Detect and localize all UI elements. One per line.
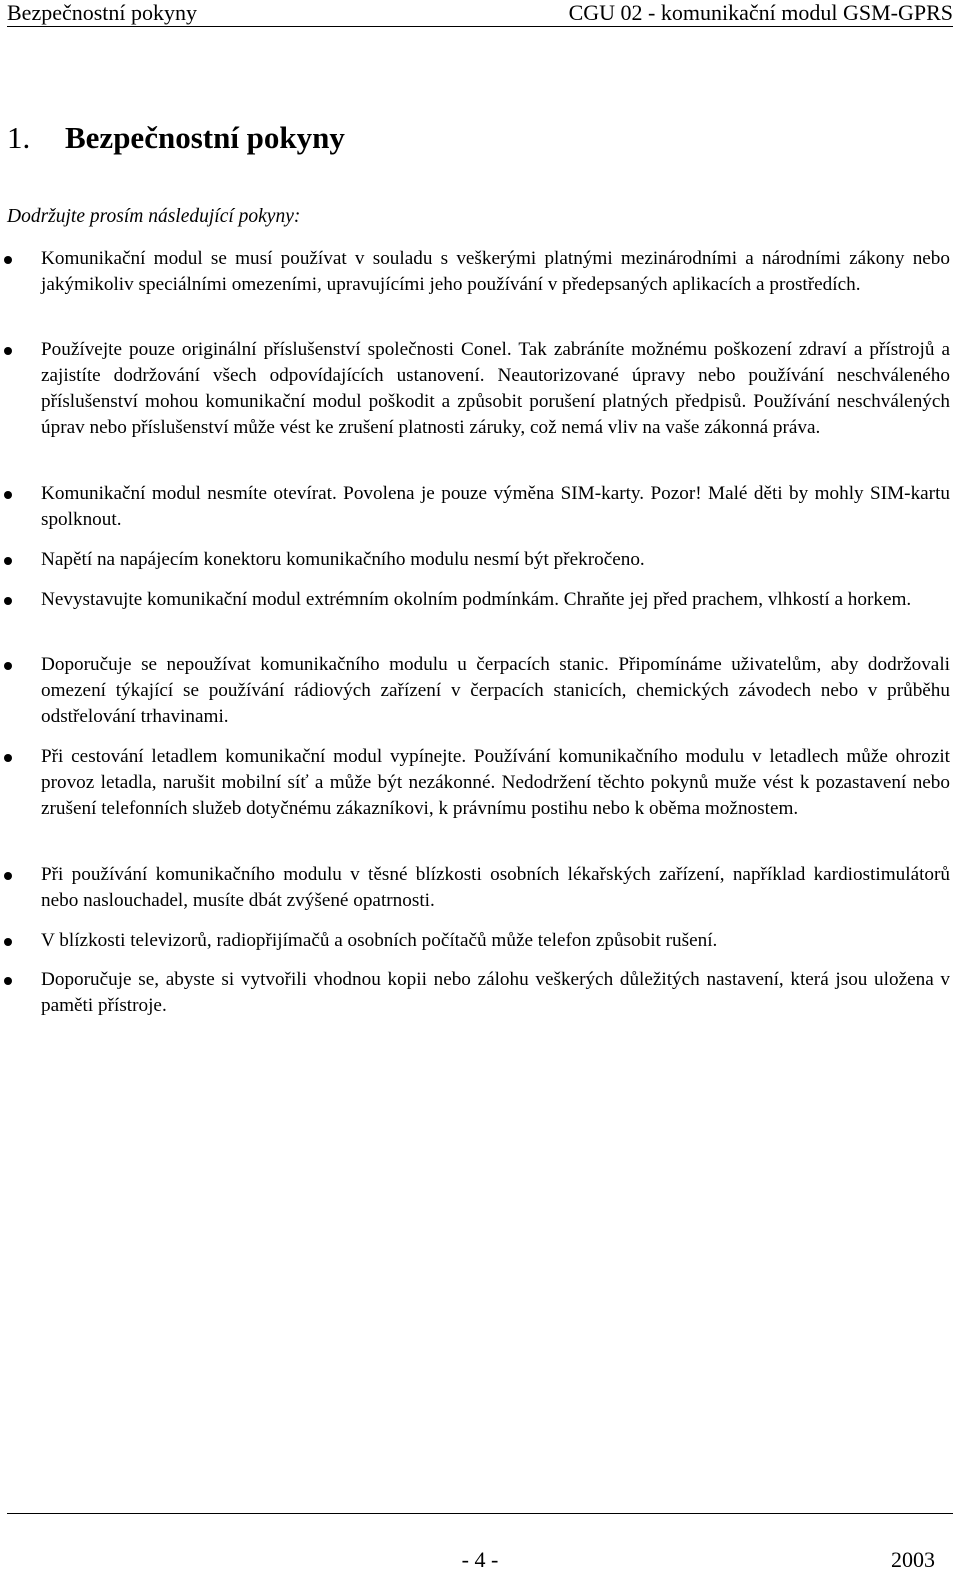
list-item-text: Komunikační modul nesmíte otevírat. Povolena je pouze výměna SIM-karty. Pozor! Malé děti by mohly SIM-kartu spolknout.: [41, 483, 950, 531]
page-number: - 4 -: [461, 1547, 499, 1572]
intro-text: Dodržujte prosím následující pokyny:: [7, 206, 301, 227]
list-item: [41, 481, 950, 533]
header-document-title: CGU 02 - komunikační modul GSM-GPRS: [568, 0, 953, 25]
list-item: [41, 337, 950, 441]
bullet-icon: [4, 977, 12, 985]
section-number: 1.: [7, 120, 31, 155]
bullet-icon: [4, 256, 12, 264]
page-footer: [7, 1513, 953, 1580]
section-title-text: Bezpečnostní pokyny: [65, 120, 345, 155]
bullet-icon: [4, 597, 12, 605]
list-item: [41, 967, 950, 1019]
list-item: [41, 744, 950, 822]
list-item-text: Při používání komunikačního modulu v těsné blízkosti osobních lékařských zařízení, například kardiostimulátorů nebo naslouchadel, musíte dbát zvýšené opatrnosti.: [41, 864, 950, 912]
list-item: [41, 652, 950, 730]
bullet-icon: [4, 872, 12, 880]
list-item-text: Doporučuje se, abyste si vytvořili vhodnou kopii nebo zálohu veškerých důležitých nastavení, která jsou uložena v paměti přístroje.: [41, 969, 950, 1017]
header-document-section: Bezpečnostní pokyny: [7, 0, 198, 25]
list-item: [41, 547, 950, 573]
list-item-text: Komunikační modul se musí používat v souladu s veškerými platnými mezinárodními a národními zákony nebo jakýmikoliv speciálními omezeními, upravujícími jeho používání v předepsaných aplikacích a prostředích.: [41, 248, 950, 296]
list-item: [41, 246, 950, 298]
footer-year: 2003: [891, 1547, 935, 1572]
list-item: [41, 928, 950, 954]
bullet-icon: [4, 347, 12, 355]
list-item: [41, 862, 950, 914]
bullet-icon: [4, 557, 12, 565]
list-item-text: V blízkosti televizorů, radiopřijímačů a osobních počítačů může telefon způsobit rušení.: [41, 930, 718, 951]
bullet-icon: [4, 938, 12, 946]
list-item-text: Nevystavujte komunikační modul extrémním okolním podmínkám. Chraňte jej před prachem, vlhkostí a horkem.: [41, 589, 912, 610]
bullet-icon: [4, 662, 12, 670]
bullet-icon: [4, 754, 12, 762]
list-item-text: Doporučuje se nepoužívat komunikačního modulu u čerpacích stanic. Připomínáme uživatelům, aby dodržovali omezení týkající se používání rádiových zařízení v čerpacích stanicích, chemických závodech nebo v průběhu odstřelování trhavinami.: [41, 654, 950, 728]
bullet-icon: [4, 491, 12, 499]
list-item-text: Používejte pouze originální příslušenství společnosti Conel. Tak zabráníte možnému poškození zdraví a přístrojů a zajistíte dodržování všech odpovídajících ustanovení. Neautorizované úpravy nebo používání neschváleného příslušenství mohou komunikační modul poškodit a způsobit porušení platných předpisů. Používání neschválených úprav nebo příslušenství může vést ke zrušení platnosti záruky, což nemá vliv na vaše zákonná práva.: [41, 339, 950, 439]
list-item-text: Při cestování letadlem komunikační modul vypínejte. Používání komunikačního modulu v letadlech může ohrozit provoz letadla, narušit mobilní síť a může být nezákonné. Nedodržení těchto pokynů muže vést k pozastavení nebo zrušení telefonních služeb dotyčnému zákazníkovi, k právnímu postihu nebo k oběma možnostem.: [41, 746, 950, 820]
list-item-text: Napětí na napájecím konektoru komunikačního modulu nesmí být překročeno.: [41, 549, 645, 570]
list-item: [41, 587, 950, 613]
